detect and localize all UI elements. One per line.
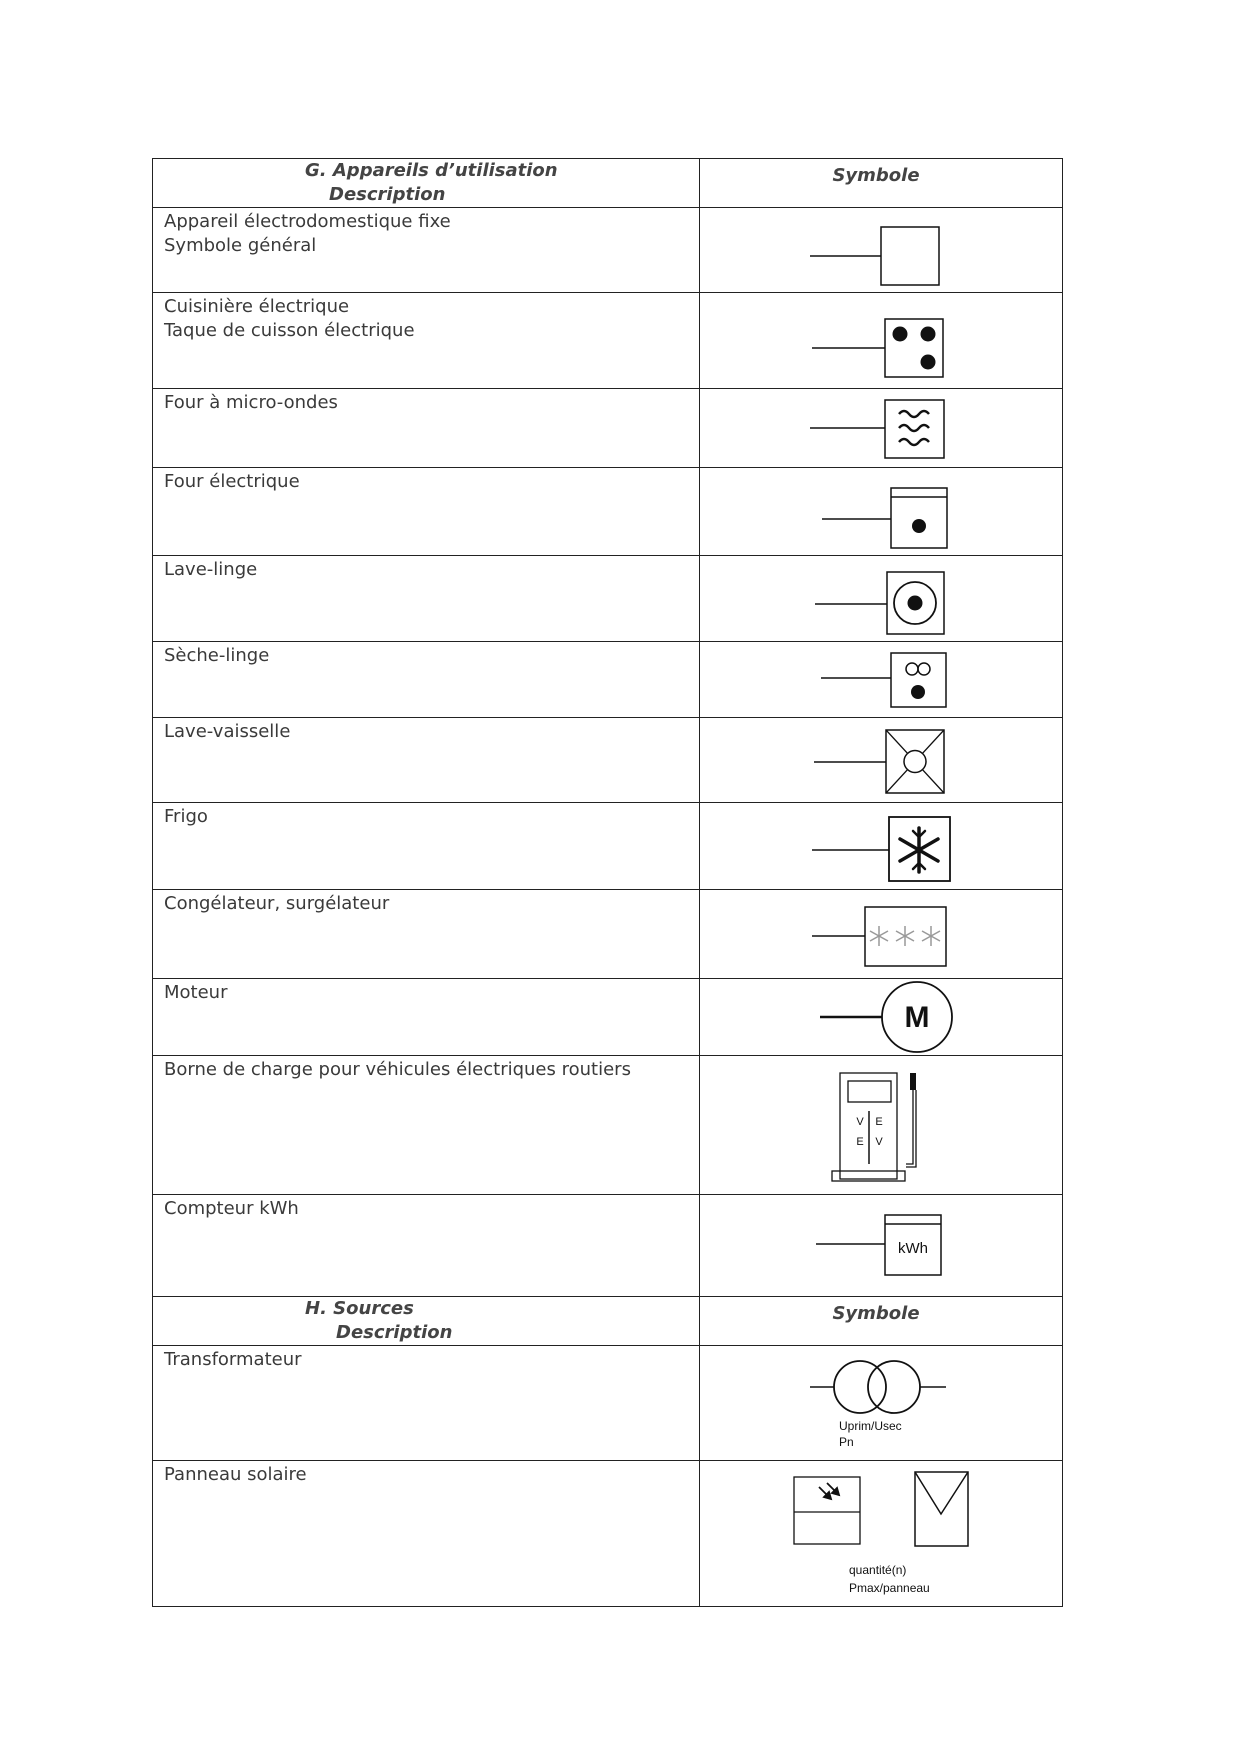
electric-oven-icon [700, 468, 1062, 556]
row-description-line: Moteur [164, 982, 228, 1003]
row-description-line: Symbole général [164, 235, 317, 256]
section-h-header [153, 1297, 1063, 1346]
table-row [153, 890, 1063, 979]
washing-machine-icon [700, 556, 1062, 642]
general-appliance-icon [700, 208, 1062, 293]
section-g-description-label: Description [329, 184, 446, 205]
row-description-line: Cuisinière électrique [164, 296, 350, 317]
solar-pmax-label: Pmax/panneau [849, 1581, 930, 1595]
row-description-line: Transformateur [164, 1349, 302, 1370]
section-h-symbol-header [700, 1297, 1063, 1346]
row-description-line: Sèche-linge [164, 645, 270, 666]
fridge-icon [700, 803, 1062, 890]
table-row [153, 718, 1063, 803]
section-g-header [153, 159, 1063, 208]
row-description-line: Lave-vaisselle [164, 721, 291, 742]
ev-label-e1: E [875, 1116, 883, 1128]
row-description-line: Lave-linge [164, 559, 258, 580]
row-description-line: Frigo [164, 806, 208, 827]
ev-label-e2: E [856, 1136, 864, 1148]
kwh-meter-icon [700, 1195, 1062, 1297]
kwh-symbol-label: kWh [898, 1240, 928, 1257]
transformer-power-label: Pn [839, 1435, 854, 1449]
ev-label-v2: V [875, 1136, 883, 1148]
section-h-title: H. Sources [305, 1298, 414, 1319]
table-row [153, 389, 1063, 468]
transformer-icon [700, 1346, 1062, 1461]
table-row [153, 1056, 1063, 1195]
section-g-symbol-label: Symbole [832, 165, 920, 186]
table-row [153, 293, 1063, 389]
row-description-line: Compteur kWh [164, 1198, 299, 1219]
section-h-description-header [153, 1297, 700, 1346]
section-g-symbol-header [700, 159, 1063, 208]
table-row [153, 642, 1063, 718]
section-h-description-label: Description [336, 1322, 453, 1343]
row-description-line: Appareil électrodomestique fixe [164, 211, 451, 232]
table-row [153, 208, 1063, 293]
row-description-line: Borne de charge pour véhicules électriques routiers [164, 1059, 631, 1080]
ev-charging-station-icon [700, 1056, 1062, 1195]
table-row [153, 979, 1063, 1056]
row-description-line: Four électrique [164, 471, 300, 492]
table-row [153, 468, 1063, 556]
dishwasher-icon [700, 718, 1062, 803]
freezer-icon [700, 890, 1062, 979]
cooking-hob-icon [700, 293, 1062, 389]
symbols-table [152, 158, 1063, 1607]
solar-panel-icon [700, 1461, 1062, 1607]
section-g-description-header [153, 159, 700, 208]
table-row [153, 1461, 1063, 1607]
solar-quantity-label: quantité(n) [849, 1563, 907, 1577]
motor-icon [700, 979, 1062, 1056]
section-h-symbol-label: Symbole [832, 1303, 920, 1324]
table-row [153, 1195, 1063, 1297]
table-row [153, 803, 1063, 890]
ev-label-v1: V [856, 1116, 864, 1128]
row-description-line: Four à micro-ondes [164, 392, 338, 413]
row-description-line: Congélateur, surgélateur [164, 893, 390, 914]
row-description-line: Panneau solaire [164, 1464, 307, 1485]
table-row [153, 1346, 1063, 1461]
motor-symbol-letter: M [904, 1001, 930, 1034]
transformer-voltage-label: Uprim/Usec [839, 1419, 902, 1433]
table-row [153, 556, 1063, 642]
tumble-dryer-icon [700, 642, 1062, 718]
row-description-line: Taque de cuisson électrique [164, 320, 415, 341]
section-g-title: G. Appareils d’utilisation [305, 160, 558, 181]
microwave-icon [700, 389, 1062, 468]
